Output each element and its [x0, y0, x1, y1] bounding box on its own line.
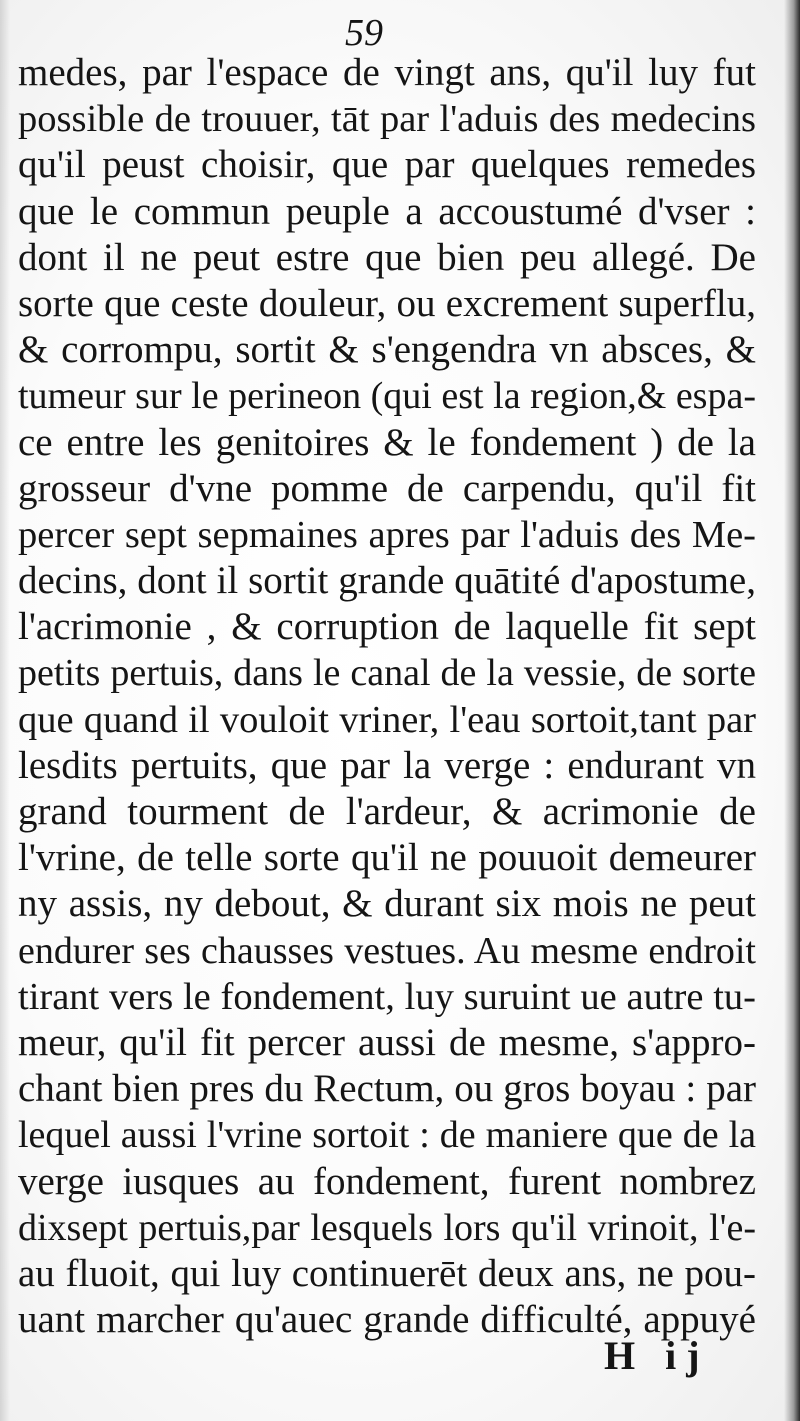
text-line: endurer ses chausses vestues. Au mesme endroit [18, 929, 756, 972]
text-line: & corrompu, sortit & s'engendra vn absces, & [18, 328, 756, 372]
text-line: tumeur sur le perineon (qui est la region,& espa- [18, 375, 756, 418]
text-line: petits pertuis, dans le canal de la vessie, de sorte [18, 652, 756, 695]
text-line: percer sept sepmaines apres par l'aduis des Me- [18, 513, 756, 556]
text-line: qu'il peust choisir, que par quelques remedes [18, 143, 756, 187]
text-line: que quand il vouloit vriner, l'eau sortoit,tant par [18, 698, 756, 741]
text-line: lequel aussi l'vrine sortoit : de maniere que de la [18, 1114, 756, 1157]
spine-shadow [784, 0, 800, 1421]
text-line: au fluoit, qui luy continuerēt deux ans, ne pou- [18, 1251, 756, 1295]
text-line: ce entre les genitoires & le fondement ) de la [18, 420, 756, 464]
body-text [18, 50, 756, 1343]
text-line: medes, par l'espace de vingt ans, qu'il luy fut [18, 51, 756, 94]
text-line: grand tourment de l'ardeur, & acrimonie de [18, 790, 756, 833]
text-line: decins, dont il sortit grande quātité d'apostume, [18, 559, 756, 603]
text-line: verge iusques au fondement, furent nombrez [18, 1159, 756, 1203]
text-line: que le commun peuple a accoustumé d'vser : [18, 189, 756, 233]
text-line: l'vrine, de telle sorte qu'il ne pouuoit demeurer [18, 836, 756, 880]
text-line: chant bien pres du Rectum, ou gros boyau : par [18, 1067, 756, 1111]
text-line: dont il ne peut estre que bien peu allegé. De [18, 235, 756, 279]
page-edge-shadow [0, 0, 10, 1421]
text-line: meur, qu'il fit percer aussi de mesme, s'appro- [18, 1020, 756, 1064]
text-line: grosseur d'vne pomme de carpendu, qu'il fit [18, 466, 756, 510]
text-line: possible de trouuer, tāt par l'aduis des medecins [18, 98, 756, 141]
text-line: sorte que ceste douleur, ou excrement superflu, [18, 281, 756, 325]
signature-mark: H ij [604, 1333, 710, 1378]
text-line: tirant vers le fondement, luy suruint ue autre tu- [18, 975, 756, 1018]
text-line: l'acrimonie , & corruption de laquelle fit sept [18, 605, 756, 649]
text-line: dixsept pertuis,par lesquels lors qu'il vrinoit, l'e- [18, 1206, 756, 1249]
text-line: lesdits pertuits, que par la verge : endurant vn [18, 743, 756, 787]
page-number: 59 [345, 12, 383, 54]
text-line: ny assis, ny debout, & durant six mois ne peut [18, 882, 756, 926]
text-line: uant marcher qu'auec grande difficulté, appuyé [18, 1298, 756, 1342]
